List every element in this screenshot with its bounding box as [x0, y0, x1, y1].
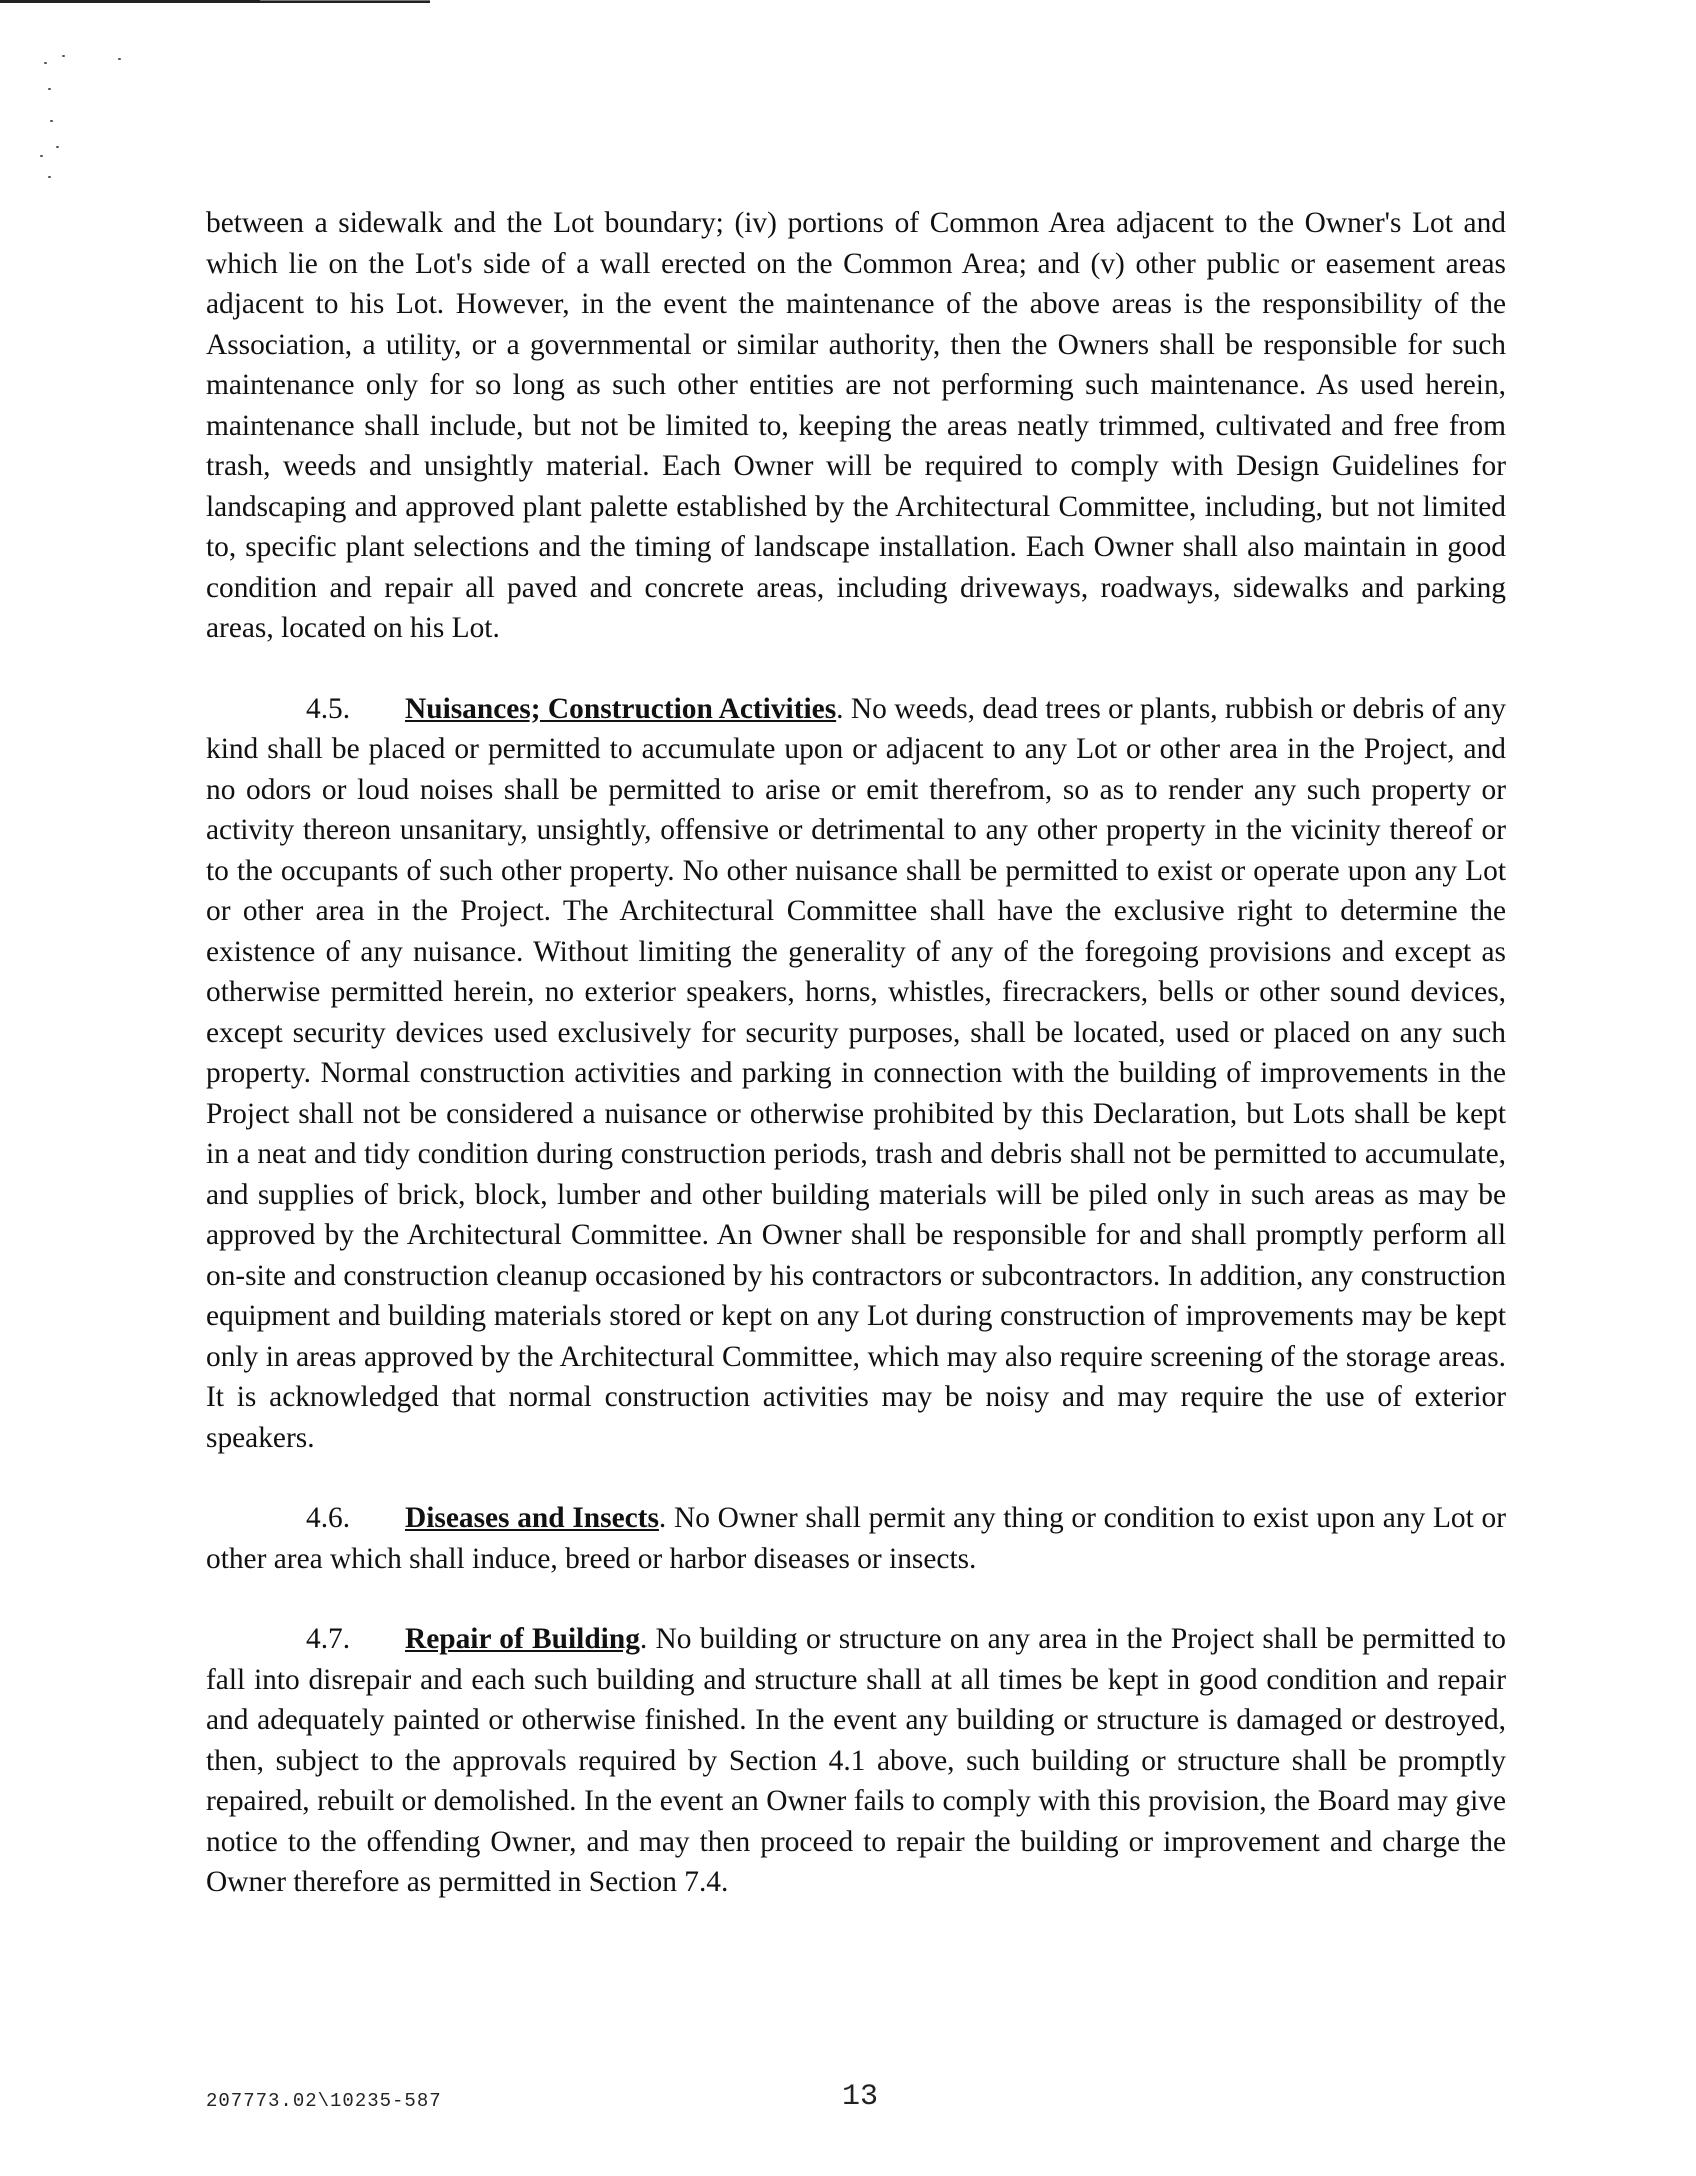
section-text: . No building or structure on any area in the Project shall be permitted to fall into disrepair and each such building and structure shall at all times be kept in good condition and repair and adequately painted or otherwise finished. In the event any building or structure is damaged or destroyed, then, subject to the approvals required by Section 4.1 above, such building or structure shall be promptly repaired, rebuilt or demolished. In the event an Owner fails to comply with this provision, the Board may give notice to the offending Owner, and may then proceed to repair the building or improvement and charge the Owner therefore as permitted in Section 7.4.: [206, 1623, 1506, 1898]
scan-speck: [40, 155, 43, 157]
section-4-7: [206, 1619, 1506, 1903]
section-4-5: [206, 689, 1506, 1459]
scan-top-rule-thin: [260, 0, 430, 1]
intro-paragraph: between a sidewalk and the Lot boundary; (iv) portions of Common Area adjacent to the Owner's Lot and which lie on the Lot's side of a wall erected on the Common Area; and (v) other public or easement areas adjacent to his Lot. However, in the event the maintenance of the above areas is the responsibility of the Association, a utility, or a governmental or similar authority, then the Owners shall be responsible for such maintenance only for so long as such other entities are not performing such maintenance. As used herein, maintenance shall include, but not be limited to, keeping the areas neatly trimmed, cultivated and free from trash, weeds and unsightly material. Each Owner will be required to comply with Design Guidelines for landscaping and approved plant palette established by the Architectural Committee, including, but not limited to, specific plant selections and the timing of landscape installation. Each Owner shall also maintain in good condition and repair all paved and concrete areas, including driveways, roadways, sidewalks and parking areas, located on his Lot.: [206, 207, 1506, 644]
section-number: 4.6.: [306, 1502, 351, 1534]
document-body: [206, 203, 1506, 1943]
section-heading: Repair of Building: [405, 1623, 640, 1655]
scan-speck: [44, 62, 47, 64]
footer-page-number: 13: [842, 2080, 879, 2114]
scan-speck: [62, 55, 65, 57]
scan-speck: [118, 58, 121, 60]
scan-speck: [56, 146, 59, 148]
section-number: 4.7.: [306, 1623, 351, 1655]
section-4-6: [206, 1498, 1506, 1579]
section-number: 4.5.: [306, 692, 351, 725]
scan-speck: [50, 120, 53, 122]
scan-speck: [48, 88, 51, 90]
section-heading: Diseases and Insects: [405, 1502, 659, 1534]
section-heading: Nuisances; Construction Activities: [405, 692, 837, 725]
scan-speck: [48, 176, 51, 178]
footer-document-id: 207773.02\10235-587: [206, 2090, 442, 2112]
section-text: . No Owner shall permit any thing or condition to exist upon any Lot or other area which shall induce, breed or harbor diseases or insects.: [206, 1502, 1506, 1575]
section-text: . No weeds, dead trees or plants, rubbish or debris of any kind shall be placed or permitted to accumulate upon or adjacent to any Lot or other area in the Project, and no odors or loud noises shall be permitted to arise or emit therefrom, so as to render any such property or activity thereon unsanitary, unsightly, offensive or detrimental to any other property in the vicinity thereof or to the occupants of such other property. No other nuisance shall be permitted to exist or operate upon any Lot or other area in the Project. The Architectural Committee shall have the exclusive right to determine the existence of any nuisance. Without limiting the generality of any of the foregoing provisions and except as otherwise permitted herein, no exterior speakers, horns, whistles, firecrackers, bells or other sound devices, except security devices used exclusively for security purposes, shall be located, used or placed on any such property. Normal construction activities and parking in connection with the building of improvements in the Project shall not be considered a nuisance or otherwise prohibited by this Declaration, but Lots shall be kept in a neat and tidy condition during construction periods, trash and debris shall not be permitted to accumulate, and supplies of brick, block, lumber and other building materials will be piled only in such areas as may be approved by the Architectural Committee. An Owner shall be responsible for and shall promptly perform all on-site and construction cleanup occasioned by his contractors or subcontractors. In addition, any construction equipment and building materials stored or kept on any Lot during construction of improvements may be kept only in areas approved by the Architectural Committee, which may also require screening of the storage areas. It is acknowledged that normal construction activities may be noisy and may require the use of exterior speakers.: [206, 692, 1506, 1454]
